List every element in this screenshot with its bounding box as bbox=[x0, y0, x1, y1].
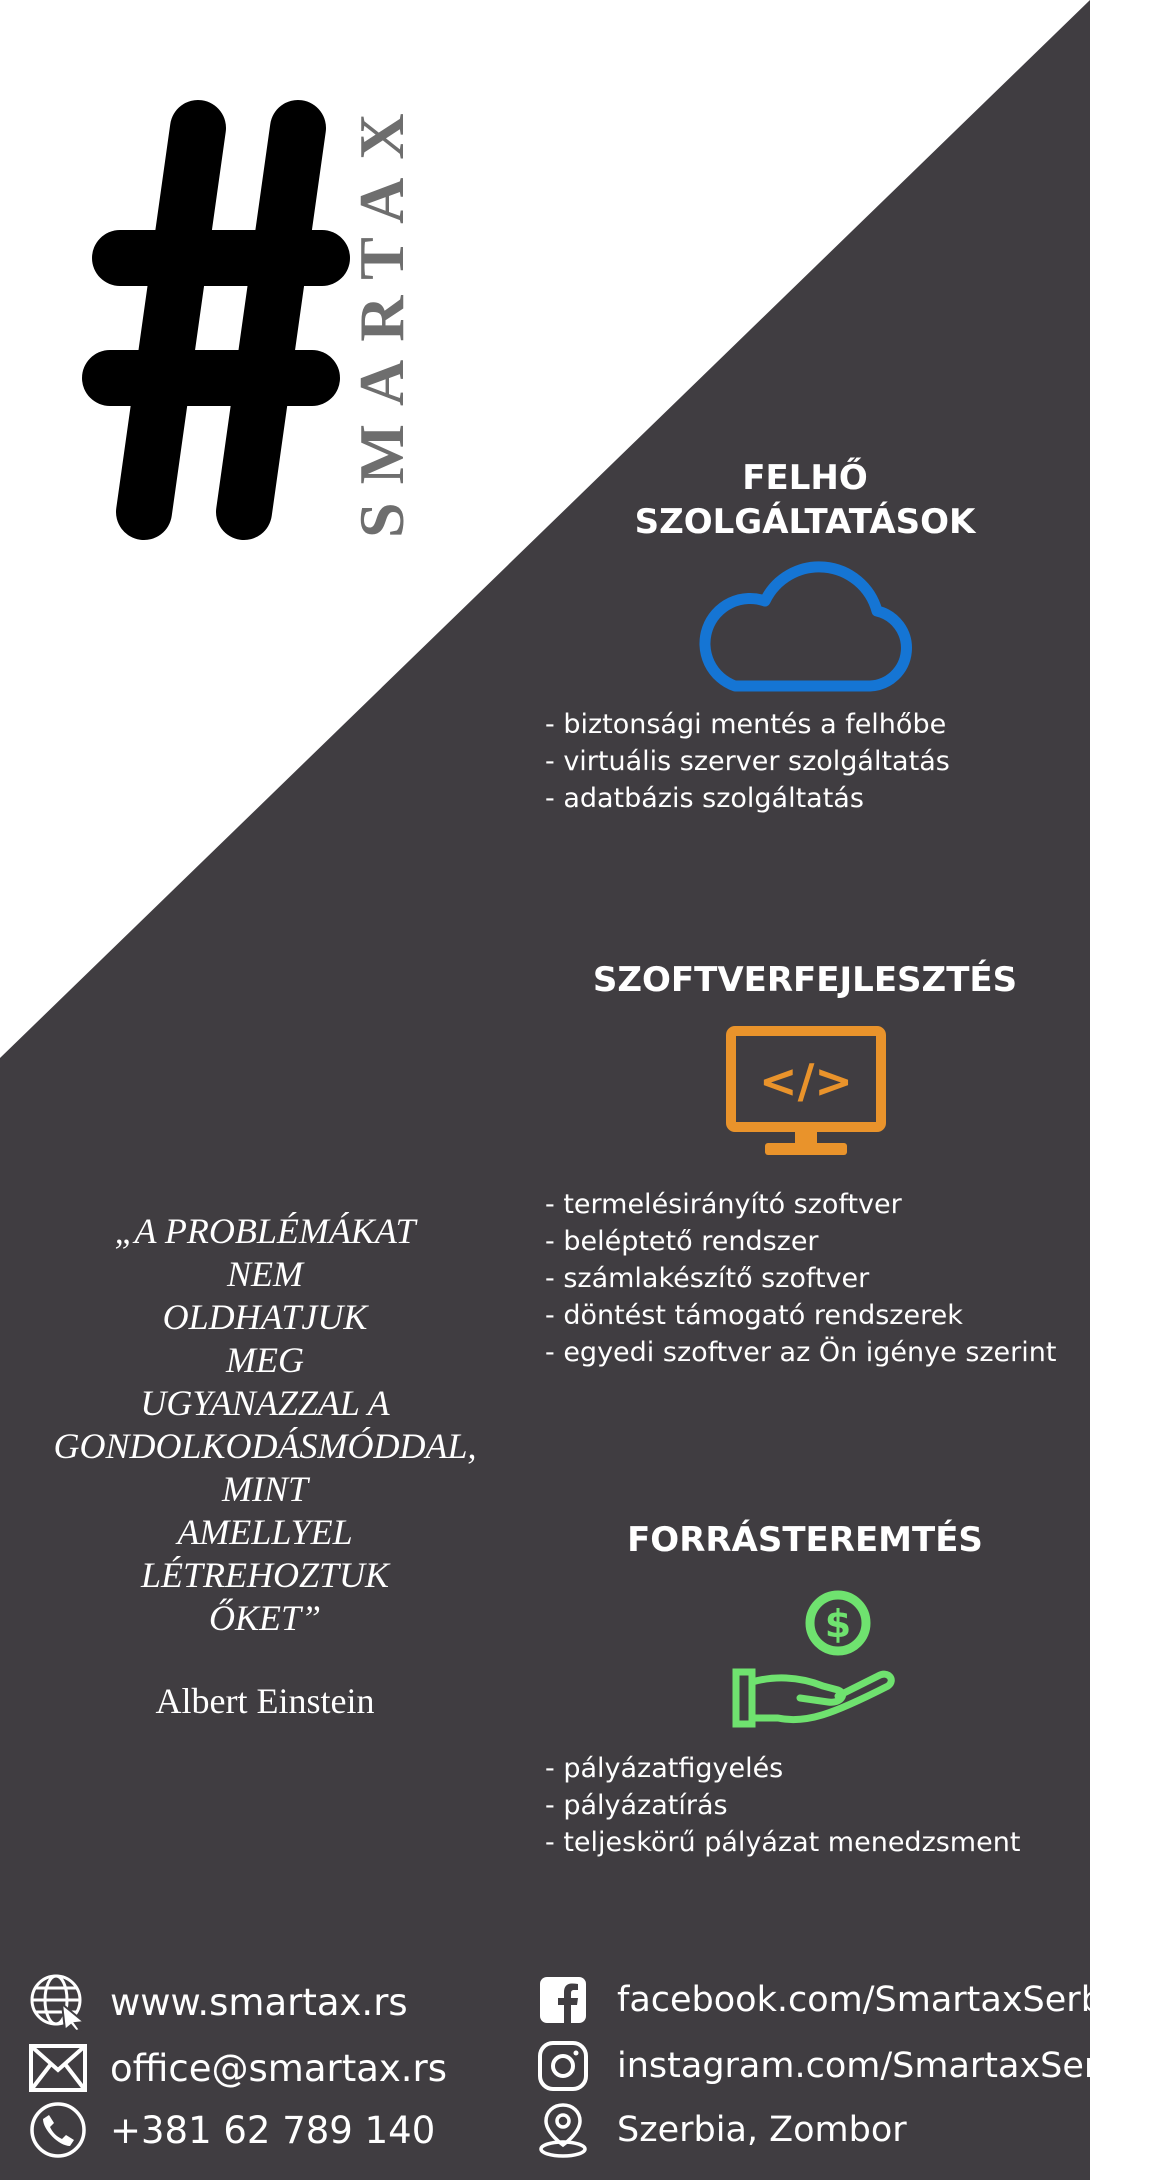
phone-icon bbox=[28, 2100, 88, 2160]
hand-dollar-icon bbox=[728, 1590, 898, 1735]
contact-phone[interactable] bbox=[28, 2100, 435, 2160]
list-item: - döntést támogató rendszerek bbox=[545, 1300, 963, 1331]
list-item: - biztonsági mentés a felhőbe bbox=[545, 709, 947, 740]
contact-email[interactable] bbox=[28, 2038, 447, 2098]
contact-location[interactable] bbox=[533, 2100, 907, 2160]
service-title-line: FORRÁSTEREMTÉS bbox=[627, 1520, 983, 1560]
service-title-funding bbox=[540, 1518, 1070, 1562]
envelope-icon bbox=[28, 2038, 88, 2098]
location-text: Szerbia, Zombor bbox=[617, 2110, 907, 2150]
list-item: - termelésirányító szoftver bbox=[545, 1189, 902, 1220]
code-symbol: </> bbox=[759, 1054, 853, 1108]
facebook-link[interactable]: facebook.com/SmartaxSerbia bbox=[617, 1980, 1135, 2020]
service-list-funding bbox=[545, 1750, 1075, 1861]
globe-cursor-icon bbox=[28, 1972, 88, 2032]
einstein-quote: „A PROBLÉMÁKAT NEM OLDHATJUK MEG UGYANAZZAL A GONDOLKODÁSMÓDDAL, MINT AMELLYEL LÉTREHOZTUK ŐKET” bbox=[53, 1211, 477, 1638]
hash-logo-icon bbox=[80, 100, 360, 540]
list-item: - egyedi szoftver az Ön igénye szerint bbox=[545, 1337, 1057, 1368]
dollar-symbol: $ bbox=[824, 1602, 852, 1646]
service-title-cloud bbox=[540, 456, 1070, 544]
monitor-code-icon bbox=[725, 1025, 890, 1160]
service-title-line: FELHŐ bbox=[742, 458, 868, 498]
list-item: - virtuális szerver szolgáltatás bbox=[545, 746, 950, 777]
service-list-cloud bbox=[545, 706, 1075, 817]
service-list-software bbox=[545, 1186, 1075, 1371]
instagram-link[interactable]: instagram.com/SmartaxSerbia bbox=[617, 2046, 1152, 2086]
website-link[interactable]: www.smartax.rs bbox=[110, 1980, 408, 2024]
contact-facebook[interactable] bbox=[533, 1970, 1134, 2030]
cloud-icon bbox=[695, 556, 915, 696]
list-item: - beléptető rendszer bbox=[545, 1226, 819, 1257]
facebook-icon bbox=[533, 1970, 593, 2030]
list-item: - pályázatírás bbox=[545, 1790, 728, 1821]
email-link[interactable]: office@smartax.rs bbox=[110, 2046, 448, 2090]
phone-number[interactable]: +381 62 789 140 bbox=[110, 2108, 436, 2152]
contact-website[interactable] bbox=[28, 1972, 408, 2032]
service-title-line: SZOLGÁLTATÁSOK bbox=[634, 502, 976, 542]
contact-instagram[interactable] bbox=[533, 2036, 1152, 2096]
list-item: - számlakészítő szoftver bbox=[545, 1263, 870, 1294]
quote-author: Albert Einstein bbox=[155, 1681, 375, 1721]
list-item: - teljeskörű pályázat menedzsment bbox=[545, 1827, 1021, 1858]
service-title-software bbox=[540, 958, 1070, 1002]
instagram-icon bbox=[533, 2036, 593, 2096]
list-item: - pályázatfigyelés bbox=[545, 1753, 784, 1784]
service-title-line: SZOFTVERFEJLESZTÉS bbox=[592, 960, 1018, 1000]
location-pin-icon bbox=[533, 2100, 593, 2160]
brand-name: SMARTAX bbox=[346, 95, 417, 538]
list-item: - adatbázis szolgáltatás bbox=[545, 783, 864, 814]
